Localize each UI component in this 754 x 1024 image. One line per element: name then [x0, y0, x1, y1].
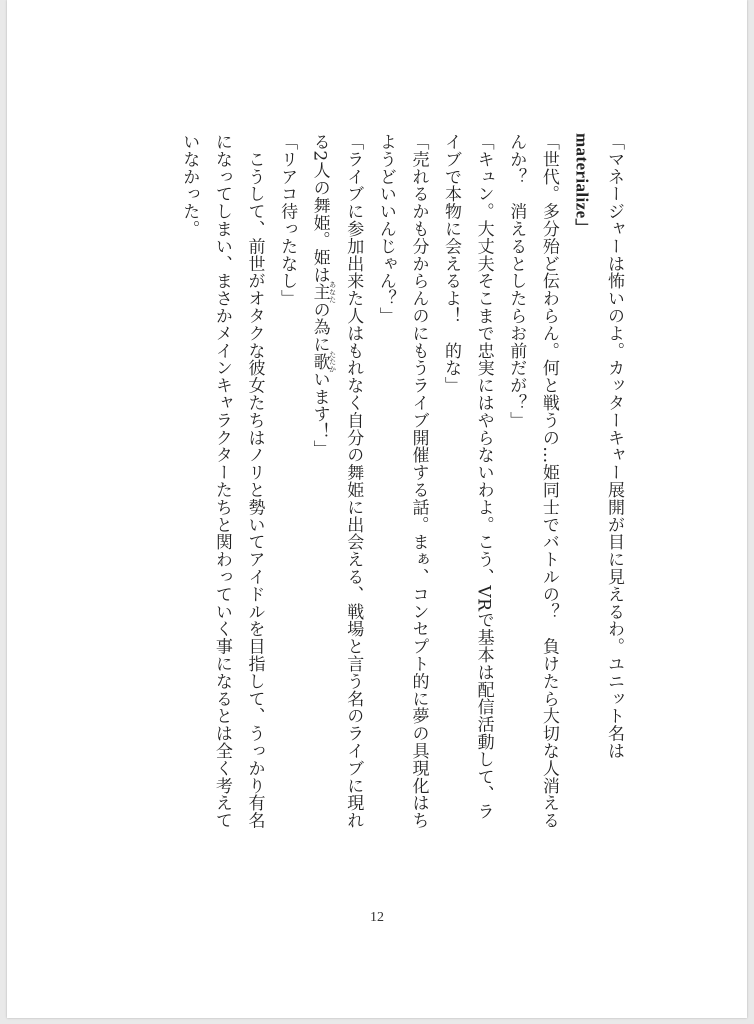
ruby-reading: あなた	[328, 281, 337, 304]
body-text	[173, 133, 630, 898]
text-line: 「キュン。大丈夫そこまで忠実にはやらないわよ。こう、VRで基本は配信活動して、ラ	[473, 133, 494, 821]
text-line: んか？ 消えるとしたらお前だが？」	[506, 133, 527, 429]
text-line: になってしまい、まさかメインキャラクターたちと関わっていく事になるとは全く考えて	[211, 133, 232, 829]
text-line: 「売れるかも分からんのにもうライブ開催する話。まぁ、コンセプト的に夢の具現化はち	[408, 133, 429, 829]
text-fragment: います！」	[309, 370, 330, 458]
text-line: イブで本物に会えるよ！ 的な」	[441, 133, 462, 394]
text-fragment: る2人の舞姫。姫は	[309, 133, 330, 284]
ruby-reading: たたか	[328, 350, 337, 373]
page-number: 12	[370, 910, 384, 925]
text-line: 「マネージャーは怖いのよ。カッターキャー展開が目に見えるわ。ユニット名は	[604, 133, 624, 760]
text-fragment: の為に	[309, 300, 330, 354]
text-line: いなかった。	[179, 133, 200, 238]
text-line: 「世代。多分殆ど伝わらん。何と戦うの…姫同士でバトルの？ 負けたら大切な人消える	[538, 133, 559, 829]
ruby-word: 歌 たたか	[309, 350, 337, 373]
text-line: こうして、前世がオタクな彼女たちはノリと勢いてアイドルを目指して、うっかり有名	[244, 133, 265, 829]
text-line: 「リアコ待ったなし」	[277, 133, 298, 307]
ruby-word: 主 あなた	[309, 281, 337, 304]
text-line: materialize」	[572, 133, 592, 236]
text-line: 「ライブに参加出来た人はもれなく自分の舞姫に出会える、戦場と言う名のライブに現れ	[343, 133, 364, 829]
text-line: ようどいいんじゃん？」	[375, 133, 396, 325]
text-line-ruby	[303, 133, 337, 898]
